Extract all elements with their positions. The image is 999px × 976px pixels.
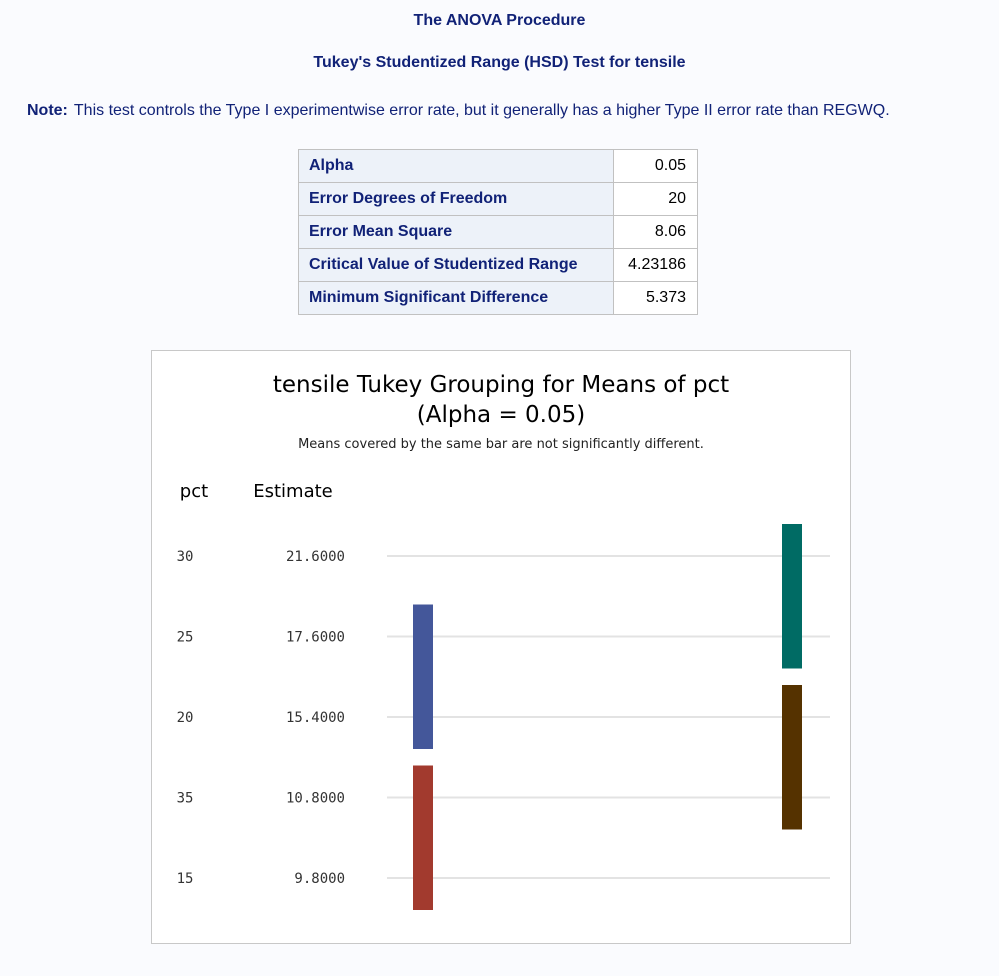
category-label: 35 bbox=[176, 790, 194, 807]
table-row bbox=[299, 183, 698, 216]
note-label: Note: bbox=[27, 102, 68, 119]
stat-value: 0.05 bbox=[614, 150, 698, 183]
test-title: Tukey's Studentized Range (HSD) Test for tensile bbox=[313, 54, 686, 71]
category-label: 25 bbox=[176, 629, 194, 646]
table-row bbox=[299, 150, 698, 183]
grouping-chart-svg bbox=[152, 351, 850, 943]
chart-title-line2: (Alpha = 0.05) bbox=[416, 402, 586, 428]
category-label: 30 bbox=[176, 549, 194, 565]
grouping-bar bbox=[782, 524, 802, 669]
grouping-chart bbox=[151, 350, 851, 944]
category-column-header: pct bbox=[179, 481, 209, 502]
stat-label: Alpha bbox=[299, 150, 614, 183]
estimate-label: 15.4000 bbox=[285, 710, 345, 726]
table-row bbox=[299, 216, 698, 249]
table-row bbox=[299, 282, 698, 315]
stat-label: Minimum Significant Difference bbox=[299, 282, 614, 315]
estimate-label: 17.6000 bbox=[285, 629, 345, 646]
stat-label: Error Degrees of Freedom bbox=[299, 183, 614, 216]
stat-value: 5.373 bbox=[614, 282, 698, 315]
grouping-bar bbox=[413, 605, 433, 750]
stat-label: Critical Value of Studentized Range bbox=[299, 249, 614, 282]
procedure-title: The ANOVA Procedure bbox=[413, 12, 586, 29]
chart-subtitle: Means covered by the same bar are not significantly different. bbox=[298, 437, 704, 452]
estimate-label: 10.8000 bbox=[285, 790, 345, 807]
table-row bbox=[299, 249, 698, 282]
stats-table bbox=[298, 149, 698, 315]
chart-title-line1: tensile Tukey Grouping for Means of pct bbox=[272, 372, 730, 398]
category-label: 20 bbox=[176, 710, 194, 726]
estimate-label: 9.8000 bbox=[294, 871, 345, 887]
stat-value: 4.23186 bbox=[614, 249, 698, 282]
stat-value: 8.06 bbox=[614, 216, 698, 249]
stat-value: 20 bbox=[614, 183, 698, 216]
estimate-column-header: Estimate bbox=[253, 481, 333, 502]
estimate-label: 21.6000 bbox=[285, 549, 345, 565]
category-label: 15 bbox=[176, 871, 194, 887]
grouping-bar bbox=[413, 766, 433, 911]
note bbox=[27, 102, 890, 120]
note-text: This test controls the Type I experimentwise error rate, but it generally has a higher Type II error rate than REGWQ. bbox=[73, 102, 890, 119]
stat-label: Error Mean Square bbox=[299, 216, 614, 249]
grouping-bar bbox=[782, 685, 802, 830]
